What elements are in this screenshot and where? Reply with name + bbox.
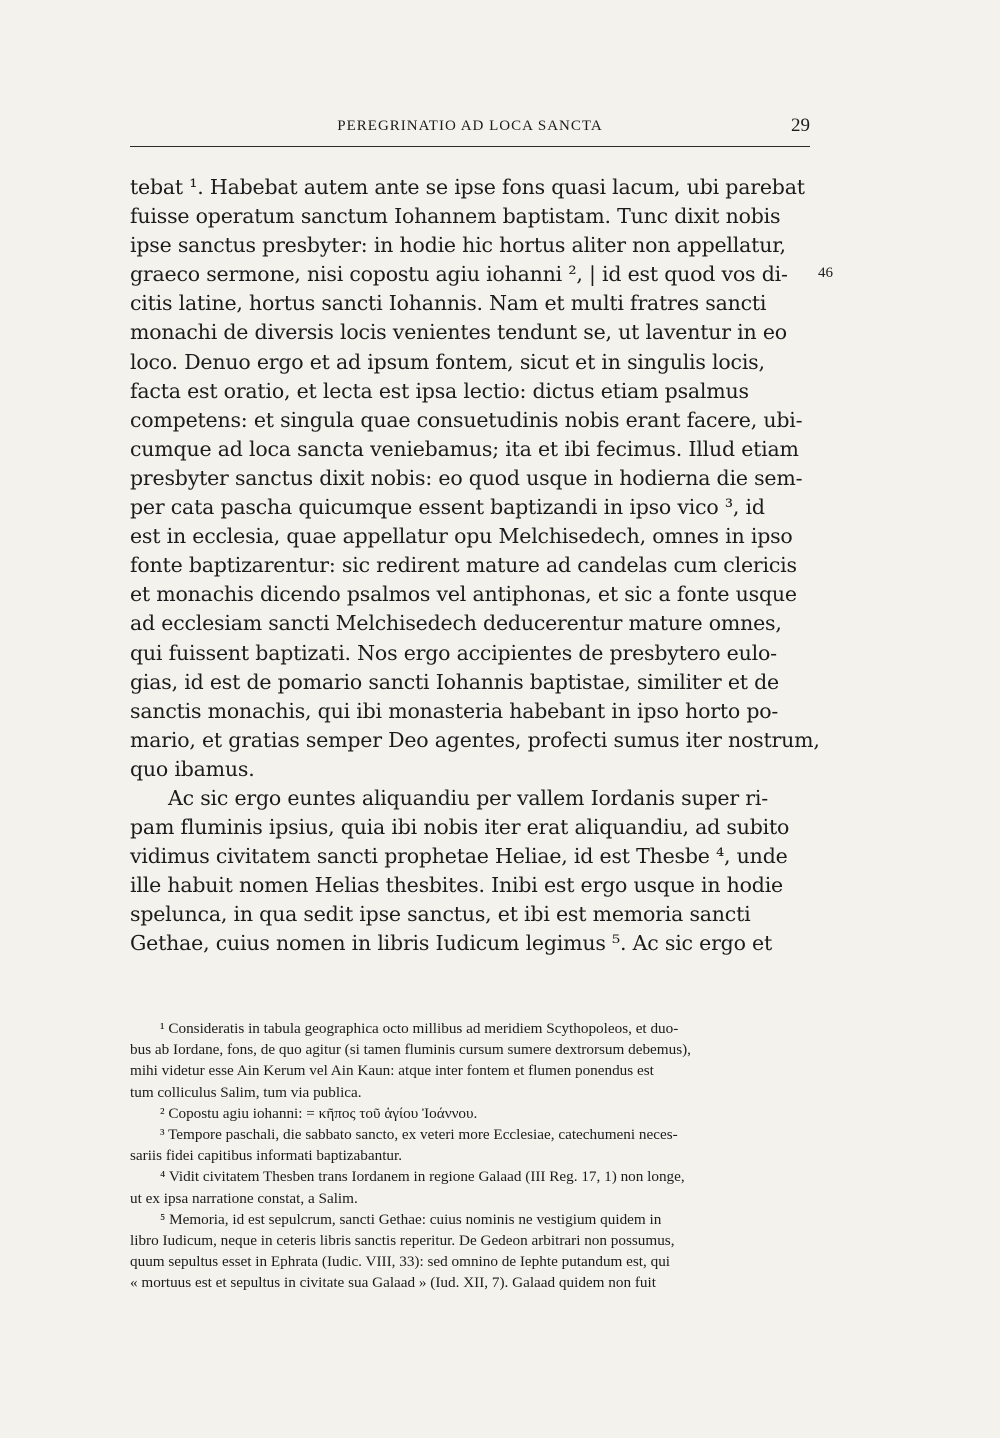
text-line: Ac sic ergo euntes aliquandiu per vallem Iordanis super ri-: [168, 785, 768, 810]
footnote-line: bus ab Iordane, fons, de quo agitur (si tamen fluminis cursum sumere dextrorsum debemus),: [130, 1041, 691, 1059]
text-line: fonte baptizarentur: sic redirent mature ad candelas cum clericis: [130, 553, 797, 578]
text-line: loco. Denuo ergo et ad ipsum fontem, sicut et in singulis locis,: [130, 349, 765, 374]
footnote-line: tum colliculus Salim, tum via publica.: [130, 1083, 362, 1101]
text-line: fuisse operatum sanctum Iohannem baptistam. Tunc dixit nobis: [130, 204, 781, 229]
footnote-line: ² Copostu agiu iohanni: = κῆπος τοῦ ἁγίου Ἰοάννου.: [160, 1104, 478, 1122]
footnote-line: ut ex ipsa narratione constat, a Salim.: [130, 1189, 358, 1207]
text-line: tebat ¹. Habebat autem ante se ipse fons quasi lacum, ubi parebat: [130, 175, 805, 199]
text-line: per cata pascha quicumque essent baptizandi in ipso vico ³, id: [130, 495, 765, 520]
footnotes: [130, 1018, 810, 1293]
text-line: Gethae, cuius nomen in libris Iudicum legimus ⁵. Ac sic ergo et: [130, 931, 773, 956]
text-line: ipse sanctus presbyter: in hodie hic hortus aliter non appellatur,: [130, 233, 786, 258]
text-line: spelunca, in qua sedit ipse sanctus, et ibi est memoria sancti: [130, 902, 751, 927]
text-line: ille habuit nomen Helias thesbites. Inibi est ergo usque in hodie: [130, 873, 783, 898]
text-line: qui fuissent baptizati. Nos ergo accipientes de presbytero eulo-: [130, 640, 777, 665]
footnote-line: mihi videtur esse Ain Kerum vel Ain Kaun: atque inter fontem et flumen ponendus est: [130, 1062, 654, 1080]
text-line: mario, et gratias semper Deo agentes, profecti sumus iter nostrum,: [130, 727, 820, 752]
footnote-line: libro Iudicum, neque in ceteris libris sanctis reperitur. De Gedeon arbitrari non possumus,: [130, 1231, 675, 1249]
text-line: monachi de diversis locis venientes tendunt se, ut laventur in eo: [130, 320, 787, 345]
text-line: ad ecclesiam sancti Melchisedech deducerentur mature omnes,: [130, 611, 782, 636]
running-title: PEREGRINATIO AD LOCA SANCTA: [337, 118, 603, 134]
text-line: vidimus civitatem sancti prophetae Heliae, id est Thesbe ⁴, unde: [130, 844, 788, 869]
footnote-line: ³ Tempore paschali, die sabbato sancto, ex veteri more Ecclesiae, catechumeni neces-: [160, 1125, 678, 1143]
text-line: graeco sermone, nisi copostu agiu iohanni ², | id est quod vos di-: [130, 262, 788, 287]
footnote-line: quum sepultus esset in Ephrata (Iudic. VIII, 33): sed omnino de Iephte putandum est, qui: [130, 1253, 671, 1271]
text-line: quo ibamus.: [130, 756, 255, 781]
main-text: [130, 173, 820, 959]
text-line: cumque ad loca sancta veniebamus; ita et ibi fecimus. Illud etiam: [130, 436, 799, 461]
text-line: est in ecclesia, quae appellatur opu Melchisedech, omnes in ipso: [130, 524, 793, 549]
footnote-line: ⁵ Memoria, id est sepulcrum, sancti Gethae: cuius nominis ne vestigium quidem in: [160, 1210, 662, 1228]
text-line: presbyter sanctus dixit nobis: eo quod usque in hodierna die sem-: [130, 465, 803, 490]
text-line: citis latine, hortus sancti Iohannis. Nam et multi fratres sancti: [130, 291, 767, 316]
margin-reference-number: 46: [818, 265, 833, 281]
page-number: 29: [791, 115, 810, 136]
footnote-line: ¹ Consideratis in tabula geographica octo millibus ad meridiem Scythopoleos, et duo-: [160, 1020, 679, 1037]
text-line: sanctis monachis, qui ibi monasteria habebant in ipso horto po-: [130, 698, 779, 723]
text-line: et monachis dicendo psalmos vel antiphonas, et sic a fonte usque: [130, 582, 797, 607]
text-line: pam fluminis ipsius, quia ibi nobis iter erat aliquandiu, ad subito: [130, 815, 790, 840]
text-line: competens: et singula quae consuetudinis nobis erant facere, ubi-: [130, 407, 803, 432]
text-line: facta est oratio, et lecta est ipsa lectio: dictus etiam psalmus: [130, 378, 749, 403]
footnote-line: « mortuus est et sepultus in civitate sua Galaad » (Iud. XII, 7). Galaad quidem non fuit: [130, 1274, 656, 1292]
page-header: [130, 115, 810, 147]
footnote-line: sariis fidei capitibus informati baptizabantur.: [130, 1147, 403, 1165]
footnote-line: ⁴ Vidit civitatem Thesben trans Iordanem in regione Galaad (III Reg. 17, 1) non longe,: [160, 1168, 685, 1186]
text-line: gias, id est de pomario sancti Iohannis baptistae, similiter et de: [130, 669, 779, 694]
